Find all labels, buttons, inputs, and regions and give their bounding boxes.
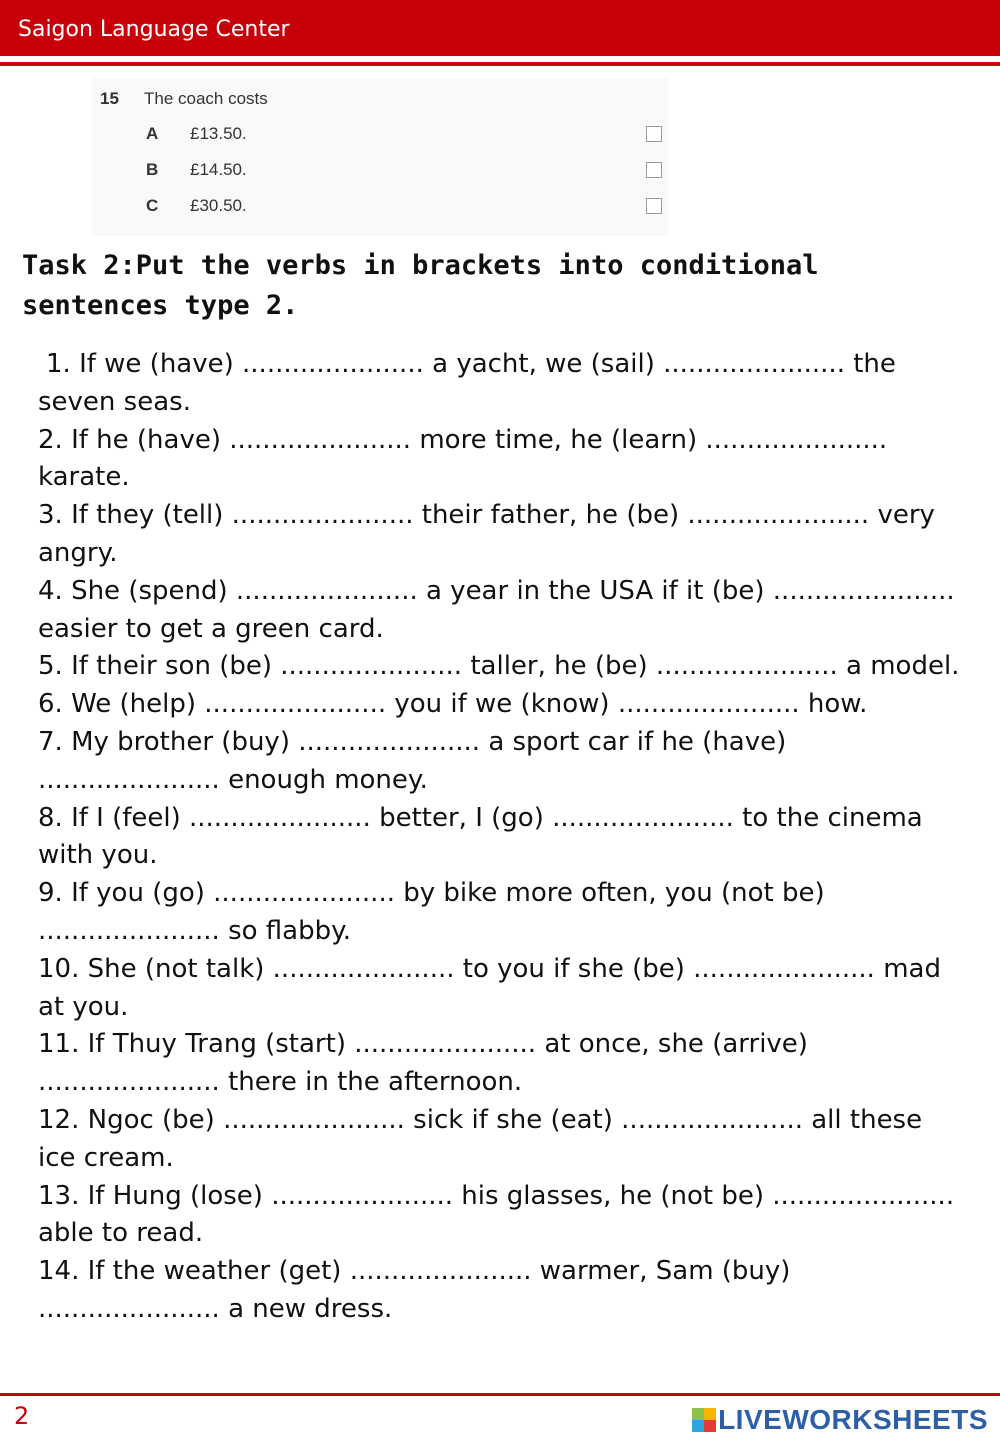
exercise-item: 12. Ngoc (be) ...................... sick if she (eat) ...................... all these ice cream.: [38, 1104, 923, 1173]
checkbox-a[interactable]: [646, 126, 662, 142]
quiz-option-letter: A: [146, 124, 159, 143]
exercise-item: 8. If I (feel) ...................... better, I (go) ...................... to the cinema with you.: [38, 802, 923, 871]
checkbox-c[interactable]: [646, 198, 662, 214]
quiz-snippet: [92, 78, 668, 236]
quiz-option-a: [92, 124, 668, 148]
exercise-item: 4. She (spend) ...................... a year in the USA if it (be) ...................... easier to get a green card.: [38, 575, 955, 644]
quiz-option-letter: B: [146, 160, 159, 179]
liveworksheets-icon: [692, 1408, 716, 1432]
exercise-item: 2. If he (have) ...................... more time, he (learn) ...................... karate.: [38, 424, 888, 493]
quiz-option-letter: C: [146, 196, 159, 215]
brand-text: LIVEWORKSHEETS: [718, 1404, 988, 1435]
exercise-list: [38, 346, 963, 1329]
quiz-option-b: [92, 160, 668, 184]
exercise-item: 11. If Thuy Trang (start) ...................... at once, she (arrive) ...................... there in the afternoon.: [38, 1029, 808, 1098]
header-title: Saigon Language Center: [18, 17, 290, 42]
exercise-item: 6. We (help) ...................... you if we (know) ...................... how.: [38, 689, 868, 720]
exercise-item: 1. If we (have) ...................... a yacht, we (sail) ...................... the seven seas.: [38, 349, 896, 417]
quiz-option-c: [92, 196, 668, 220]
exercise-item: 3. If they (tell) ...................... their father, he (be) ...................... very angry.: [38, 500, 935, 568]
header-bar: [0, 0, 1000, 56]
header-divider: [0, 62, 1000, 66]
task-title: Task 2:Put the verbs in brackets into conditional sentences type 2.: [22, 250, 819, 321]
exercise-item: 13. If Hung (lose) ...................... his glasses, he (not be) ...................... able to read.: [38, 1180, 955, 1249]
page-number: 2: [14, 1402, 30, 1430]
exercise-item: 10. She (not talk) ...................... to you if she (be) ...................... mad at you.: [38, 953, 941, 1022]
quiz-question-text: The coach costs: [144, 89, 268, 108]
checkbox-b[interactable]: [646, 162, 662, 178]
exercise-item: 5. If their son (be) ...................... taller, he (be) ...................... a model.: [38, 651, 960, 682]
quiz-question-number: 15: [100, 89, 119, 108]
exercise-item: 7. My brother (buy) ...................... a sport car if he (have) ...................... enough money.: [38, 726, 787, 795]
exercise-item: 14. If the weather (get) ...................... warmer, Sam (buy) ...................... a new dress.: [38, 1256, 791, 1324]
exercise-item: 9. If you (go) ...................... by bike more often, you (not be) ...................... so flabby.: [38, 878, 825, 946]
quiz-option-text: £13.50.: [190, 124, 247, 143]
quiz-option-text: £30.50.: [190, 196, 247, 215]
quiz-option-text: £14.50.: [190, 160, 247, 179]
quiz-question: [100, 89, 268, 109]
footer-divider: [0, 1393, 1000, 1396]
liveworksheets-logo: [692, 1404, 988, 1436]
